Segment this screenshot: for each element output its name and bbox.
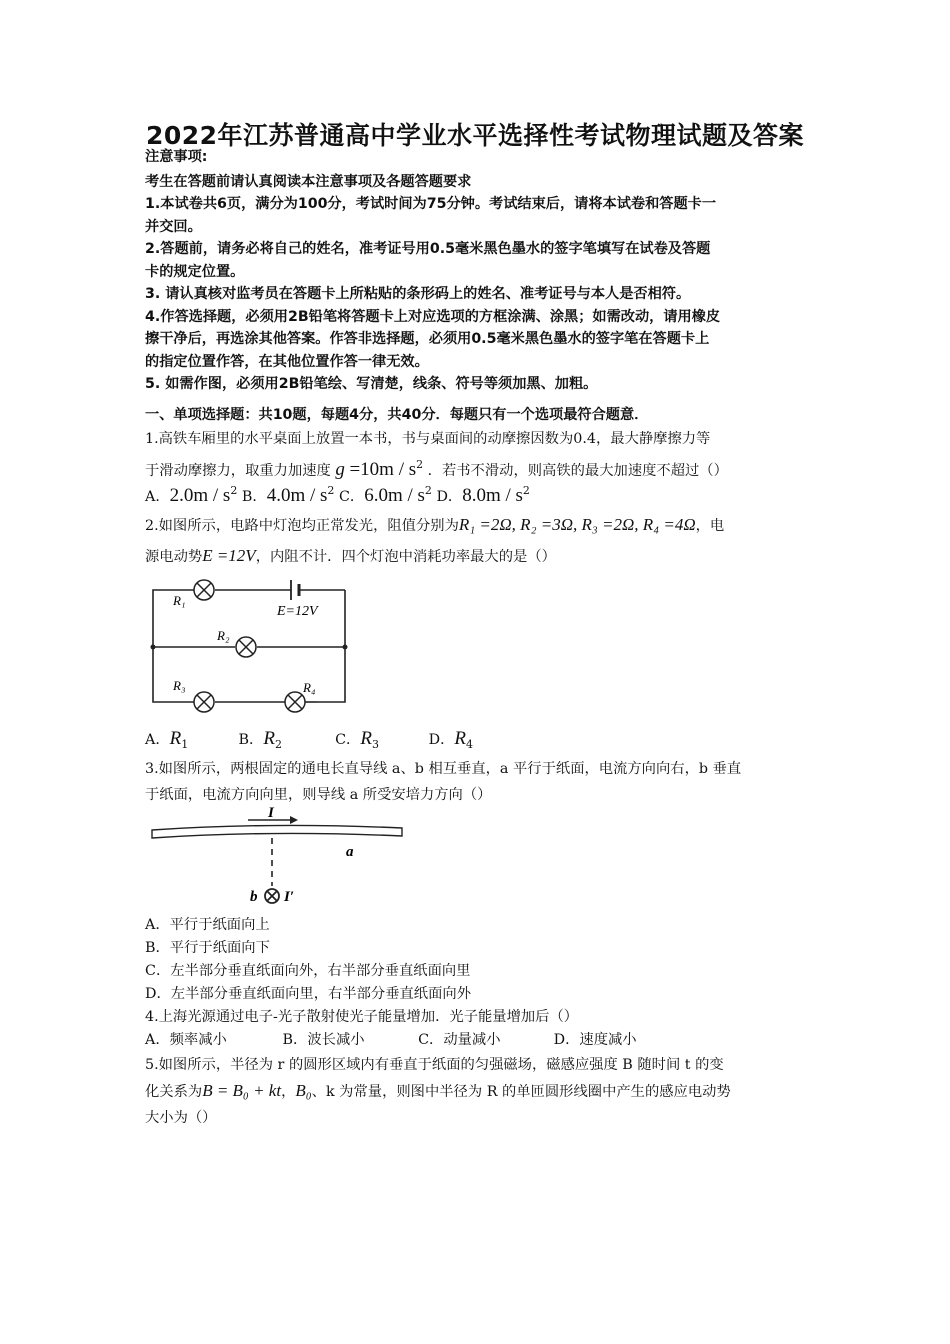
q3-option-c[interactable]: C．左半部分垂直纸面向外，右半部分垂直纸面向里 xyxy=(145,963,471,979)
q1-option-b[interactable]: B．$4.0m / s^2$ xyxy=(241,484,335,506)
notice-line: 擦干净后，再选涂其他答案。作答非选择题，必须用0.5毫米黑色墨水的签字笔在答题卡上 xyxy=(145,331,710,347)
lamp-r4-icon xyxy=(285,692,305,712)
q4-options xyxy=(145,1029,637,1052)
notice-line: 1.本试卷共6页，满分为100分，考试时间为75分钟。考试结束后，请将本试卷和答题卡一 xyxy=(145,196,717,212)
wire-b-into-page-icon xyxy=(265,889,279,903)
q4-option-b[interactable]: B．波长减小 xyxy=(282,1032,365,1048)
q3-line1: 3.如图所示，两根固定的通电长直导线 a、b 相互垂直，a 平行于纸面，电流方向向右，b 垂直 xyxy=(145,761,742,777)
q4-option-d[interactable]: D．速度减小 xyxy=(553,1032,637,1048)
q2-line1: 2.如图所示，电路中灯泡均正常发光，阻值分别为R₁ =2Ω, R₂ =3Ω, R₃ =2Ω, R₄ =4Ω，电 xyxy=(145,515,725,534)
q2-option-a[interactable]: A．$R_1$ xyxy=(145,728,189,751)
notice-line: 5. 如需作图，必须用2B铅笔绘、写清楚，线条、符号等须加黑、加粗。 xyxy=(145,376,598,392)
notice-line: 并交回。 xyxy=(145,218,202,235)
q4-option-a[interactable]: A．频率减小 xyxy=(145,1032,227,1048)
q2-options xyxy=(145,728,473,751)
notice-heading: 注意事项: xyxy=(145,149,208,165)
page-title: 2022年江苏普通高中学业水平选择性考试物理试题及答案 xyxy=(145,121,805,150)
q3-option-b[interactable]: B．平行于纸面向下 xyxy=(145,940,270,956)
lamp-r1-icon xyxy=(194,580,214,600)
notice-line: 卡的规定位置。 xyxy=(145,263,245,280)
label-r4: R₄ xyxy=(303,680,316,695)
q3-option-a[interactable]: A．平行于纸面向上 xyxy=(145,917,270,933)
label-emf: E=12V xyxy=(277,604,318,619)
q2-line2: 源电动势E =12V，内阻不计．四个灯泡中消耗功率最大的是（） xyxy=(145,546,556,565)
q1-option-c[interactable]: C．$6.0m / s^2$ xyxy=(338,484,432,506)
notice-line: 4.作答选择题，必须用2B铅笔将答题卡上对应选项的方框涂满、涂黑；如需改动，请用橡皮 xyxy=(145,308,721,325)
notice-line: 3. 请认真核对监考员在答题卡上所粘贴的条形码上的姓名、准考证号与本人是否相符。 xyxy=(145,286,691,302)
wire-diagram xyxy=(150,806,410,914)
q1-option-a[interactable]: A．$2.0m / s^2$ xyxy=(145,484,238,506)
label-current-b: I′ xyxy=(284,889,295,905)
q1-line1: 1.高铁车厢里的水平桌面上放置一本书，书与桌面间的动摩擦因数为0.4，最大静摩擦力等 xyxy=(145,431,711,447)
question-3 xyxy=(145,756,815,808)
label-wire-a: a xyxy=(346,844,354,860)
notice-intro: 考生在答题前请认真阅读本注意事项及各题答题要求 xyxy=(145,173,472,190)
question-2 xyxy=(145,512,815,570)
q2-option-b[interactable]: B．$R_2$ xyxy=(238,728,282,751)
q4-option-c[interactable]: C．动量减小 xyxy=(418,1032,501,1048)
label-current-a: I xyxy=(268,806,274,821)
label-r2: R₂ xyxy=(217,628,230,643)
q3-option-d[interactable]: D．左半部分垂直纸面向里，右半部分垂直纸面向外 xyxy=(145,986,471,1002)
section-heading: 一、单项选择题：共10题，每题4分，共40分．每题只有一个选项最符合题意． xyxy=(145,407,649,423)
lamp-r3-icon xyxy=(194,692,214,712)
circuit-diagram xyxy=(145,572,355,722)
label-wire-b: b xyxy=(250,889,258,905)
q3-line2: 于纸面，电流方向向里，则导线 a 所受安培力方向（） xyxy=(145,787,492,803)
notice-block xyxy=(145,146,815,396)
question-1 xyxy=(145,426,815,484)
q4-stem: 4.上海光源通过电子-光子散射使光子能量增加．光子能量增加后（） xyxy=(145,1009,579,1025)
question-5 xyxy=(145,1052,815,1131)
label-r3: R₃ xyxy=(173,678,186,693)
q1-line2: 于滑动摩擦力，取重力加速度 $g =10m / s^2$ ．若书不滑动，则高铁的最大加速度不超过（） xyxy=(145,458,728,480)
q2-option-d[interactable]: D．$R_4$ xyxy=(428,728,474,751)
q2-option-c[interactable]: C．$R_3$ xyxy=(335,728,379,751)
lamp-r2-icon xyxy=(236,637,256,657)
q1-option-d[interactable]: D．$8.0m / s^2$ xyxy=(436,484,530,506)
q5-line2: 化关系为B = B₀ + kt，B₀、k 为常量，则图中半径为 R 的单匝圆形线圈中产生的感应电动势 xyxy=(145,1081,731,1100)
label-r1: R₁ xyxy=(173,593,186,608)
q1-options xyxy=(145,484,530,507)
q5-line3: 大小为（） xyxy=(145,1110,217,1126)
q5-line1: 5.如图所示，半径为 r 的圆形区域内有垂直于纸面的匀强磁场，磁感应强度 B 随时间 t 的变 xyxy=(145,1057,724,1073)
notice-line: 的指定位置作答，在其他位置作答一律无效。 xyxy=(145,353,429,370)
notice-line: 2.答题前，请务必将自己的姓名，准考证号用0.5毫米黑色墨水的签字笔填写在试卷及答题 xyxy=(145,241,711,257)
